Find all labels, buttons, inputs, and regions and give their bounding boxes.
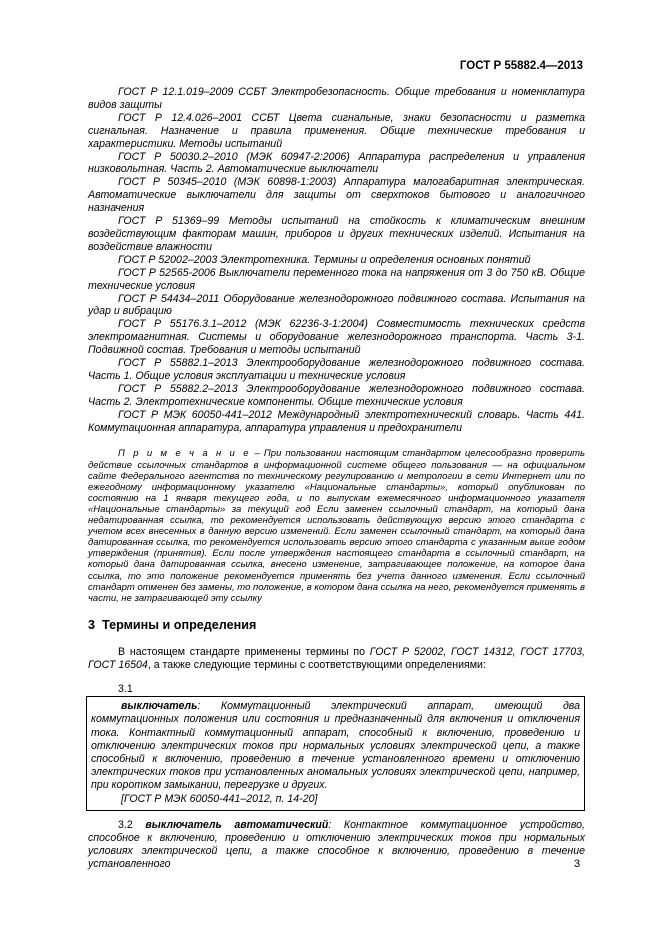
term-definition	[88, 819, 585, 872]
intro-standard-refs: ГОСТ Р 52002, ГОСТ 14312, ГОСТ 17703, ГОСТ 16504	[88, 645, 585, 671]
reference-item: ГОСТ Р 51369–99 Методы испытаний на стойкость к климатическим внешним воздействующим факторам машин, приборов и других технических изделий. Испытания на воздействие влажности	[88, 215, 585, 253]
intro-text: В настоящем стандарте применены термины по	[118, 645, 370, 658]
reference-item: ГОСТ Р 54434–2011 Оборудование железнодорожного подвижного состава. Испытания на удар и вибрацию	[88, 292, 585, 318]
section-heading	[88, 618, 585, 633]
term-number: 3.2	[118, 818, 133, 831]
note-paragraph	[88, 448, 585, 603]
term-definition	[91, 700, 580, 792]
normative-references-list	[88, 86, 585, 434]
reference-item: ГОСТ Р 12.4.026–2001 ССБТ Цвета сигнальные, знаки безопасности и разметка сигнальная. Назначение и правила применения. Общие технические требования и характеристики. Методы испытаний	[88, 111, 585, 150]
intro-text-end: , а также следующие термины с соответствующими определениями:	[147, 658, 486, 671]
reference-item: ГОСТ Р 52002–2003 Электротехника. Термины и определения основных понятий	[118, 253, 531, 266]
page-content	[88, 86, 585, 872]
page-number: 3	[574, 858, 581, 870]
term-definition-text: : Коммутационный электрический аппарат, имеющий два коммутационных положения или состояния и предназначенный для включения и отключения тока. Контактный коммутационный аппарат, способный к включению, проведению и отключению электрических токов при нормальных условиях электрической цепи, а также способный к включению, проведению в течение установленного времени и отключению электрических токов при установленных аномальных условиях электрической цепи, например, при коротком замыкании, перегрузке и других.	[91, 700, 580, 792]
term-number: 3.1	[118, 683, 133, 696]
reference-item: ГОСТ Р 12.1.019–2009 ССБТ Электробезопасность. Общие требования и номенклатура видов защиты	[88, 86, 585, 111]
reference-item: ГОСТ Р 50030.2–2010 (МЭК 60947-2:2006) Аппаратура распределения и управления низковольтная. Часть 2. Автоматические выключатели	[88, 150, 585, 176]
term-definition-box	[86, 696, 585, 811]
term-source: [ГОСТ Р МЭК 60050-441–2012, п. 14-20]	[121, 792, 318, 805]
term-name: выключатель	[121, 700, 198, 713]
reference-item: ГОСТ Р МЭК 60050-441–2012 Международный электротехнический словарь. Часть 441. Коммутационная аппаратура, аппаратура управления и предохранители	[88, 408, 585, 434]
section-number: 3	[88, 617, 96, 632]
term-name: выключатель автоматический	[145, 818, 329, 831]
reference-item: ГОСТ Р 55882.1–2013 Электрооборудование железнодорожного подвижного состава. Часть 1. Общие условия эксплуатации и технические условия	[88, 357, 585, 382]
note-text: – При пользовании настоящим стандартом целесообразно проверить действие ссылочных стандартов в информационной системе общего пользования — на официальном сайте Федерального агентства по техническому регулированию и метрологии в сети Интернет или по ежегодному информационному указателю «Национальные стандарты», который опубликован по состоянию на 1 января текущего года, и по выпускам ежемесячного информационного указателя «Национальные стандарты» за текущий год Если заменен ссылочный стандарт, на который дана недатированная ссылка, то рекомендуется использовать действующую версию этого стандарта с учетом всех внесенных в данную версию изменений. Если заменен ссылочный стандарт, на который дана датированная ссылка, то рекомендуется использовать версию этого стандарта с указанным выше годом утверждения (принятия). Если после утверждения настоящего стандарта в ссылочный стандарт, на который дана датированная ссылка, внесено изменение, затрагивающее положение, на которое дана ссылка, то это положение рекомендуется применять без учета данного изменения. Если ссылочный стандарт отменен без замены, то положение, в котором дана ссылка на него, рекомендуется применять в части, не затрагивающей эту ссылку	[88, 448, 586, 604]
reference-item: ГОСТ Р 50345–2010 (МЭК 60898-1:2003) Аппаратура малогабаритная электрическая. Автоматические выключатели для защиты от сверхтоков бытового и аналогичного назначения	[88, 176, 585, 215]
reference-item: ГОСТ Р 55882.2–2013 Электрооборудование железнодорожного подвижного состава. Часть 2. Электротехнические компоненты. Общие технические условия	[88, 382, 585, 408]
term-definition-text: : Контактное коммутационное устройство, способное к включению, проведению и отключению электрических токов при нормальных условиях электрической цепи, а также способное к включению, проведению в течение установленного	[88, 818, 585, 871]
reference-item: ГОСТ Р 52565-2006 Выключатели переменного тока на напряжения от 3 до 750 кВ. Общие технические условия	[88, 266, 585, 292]
section-title: Термины и определения	[102, 617, 257, 632]
note-label: П р и м е ч а н и е	[118, 448, 251, 460]
section-intro	[88, 646, 585, 672]
document-id-header: ГОСТ Р 55882.4—2013	[459, 60, 583, 72]
reference-item: ГОСТ Р 55176.3.1–2012 (МЭК 62236-3-1:2004) Совместимость технических средств электромагнитная. Системы и оборудование железнодорожного транспорта. Часть 3-1. Подвижной состав. Требования и методы испытаний	[88, 318, 585, 357]
